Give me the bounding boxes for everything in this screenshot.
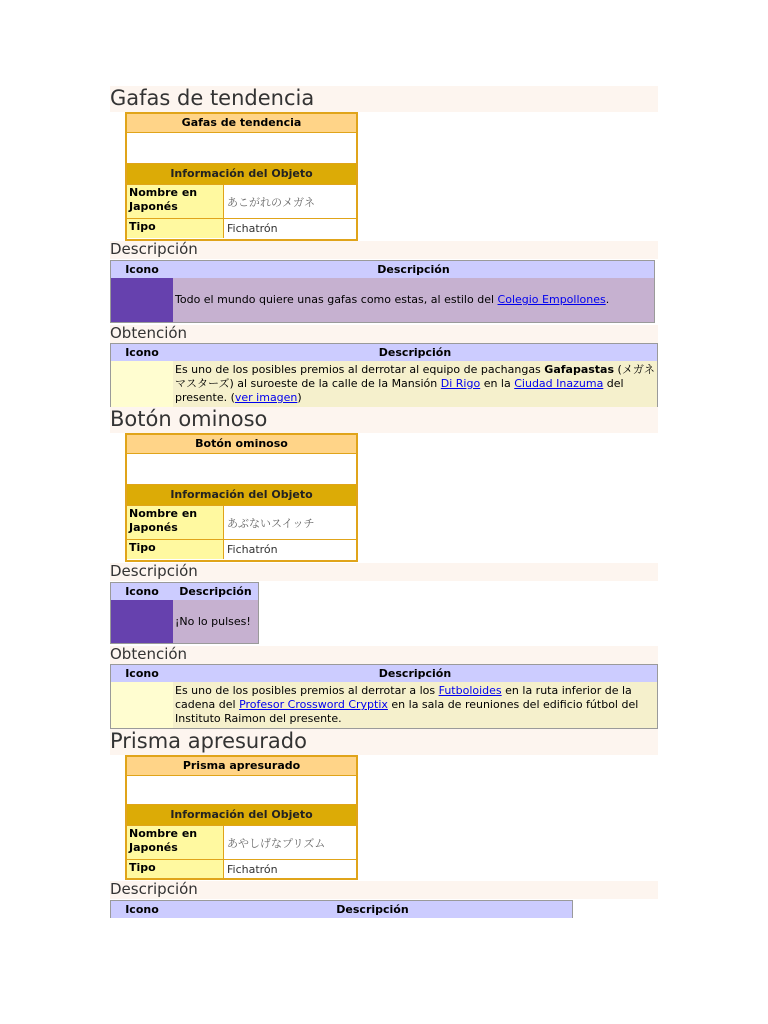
table-row <box>111 682 657 728</box>
item-infobox <box>125 112 358 241</box>
infobox-title: Prisma apresurado <box>127 757 356 776</box>
infobox-header: Información del Objeto <box>127 805 356 825</box>
section-heading: Obtención <box>110 646 658 664</box>
table-row <box>111 361 657 407</box>
infobox-image <box>127 133 356 164</box>
obtain-table <box>110 343 658 408</box>
link-futboloides[interactable]: Futboloides <box>438 684 502 697</box>
col-desc: Descripción <box>179 585 252 598</box>
table-header <box>111 344 657 361</box>
description-table <box>110 582 259 644</box>
item-title: Prisma apresurado <box>110 729 658 755</box>
infobox-title: Botón ominoso <box>127 435 356 454</box>
infobox-value: Fichatrón <box>227 862 278 876</box>
infobox-value: あこがれのメガネ <box>227 195 315 209</box>
description-table <box>110 900 573 918</box>
section-heading: Descripción <box>110 241 658 259</box>
infobox-label: Tipo <box>127 219 224 238</box>
link-colegio-empollones[interactable]: Colegio Empollones <box>497 293 606 306</box>
col-icon: Icono <box>125 263 159 276</box>
table-header <box>111 901 572 918</box>
col-desc: Descripción <box>377 263 450 276</box>
infobox-label: Nombre en Japonés <box>127 185 224 218</box>
col-icon: Icono <box>125 585 159 598</box>
section-heading: Obtención <box>110 325 658 343</box>
infobox-header: Información del Objeto <box>127 164 356 184</box>
infobox-image <box>127 776 356 805</box>
infobox-image <box>127 454 356 485</box>
item-icon <box>111 278 173 322</box>
description-text: Todo el mundo quiere unas gafas como estas, al estilo del Colegio Empollones. <box>175 293 610 306</box>
infobox-row-name <box>127 184 356 218</box>
col-desc: Descripción <box>378 346 452 359</box>
table-header <box>111 583 258 600</box>
infobox-row-type <box>127 539 356 559</box>
col-desc: Descripción <box>336 903 409 916</box>
section-heading: Descripción <box>110 563 658 581</box>
item-icon <box>111 600 173 643</box>
item-icon <box>111 682 173 728</box>
infobox-row-name <box>127 505 356 539</box>
obtain-text: Es uno de los posibles premios al derrotar a los Futboloides en la ruta inferior de la cadena del Profesor Crossword Cryptix en la sala de reuniones del edificio fútbol del Instituto Raimon del presente. <box>175 684 639 725</box>
infobox-label: Nombre en Japonés <box>127 826 224 859</box>
col-icon: Icono <box>125 903 159 916</box>
infobox-value: あぶないスイッチ <box>227 516 315 530</box>
link-ciudad-inazuma[interactable]: Ciudad Inazuma <box>514 377 604 390</box>
col-desc: Descripción <box>378 667 452 680</box>
col-icon: Icono <box>125 346 159 359</box>
item-title: Botón ominoso <box>110 407 658 433</box>
description-text: ¡No lo pulses! <box>175 614 251 628</box>
infobox-row-type <box>127 859 356 878</box>
link-ver-imagen[interactable]: ver imagen <box>234 391 298 404</box>
infobox-header: Información del Objeto <box>127 485 356 505</box>
table-row <box>111 600 258 643</box>
item-title: Gafas de tendencia <box>110 86 658 112</box>
item-infobox <box>125 755 358 880</box>
obtain-text: Es uno de los posibles premios al derrotar al equipo de pachangas Gafapastas (メガネマスターズ) al suroeste de la calle de la Mansión Di Rigo en la Ciudad Inazuma del presente. (ver imagen) <box>175 363 655 404</box>
infobox-title: Gafas de tendencia <box>127 114 356 133</box>
infobox-label: Tipo <box>127 540 224 559</box>
infobox-row-type <box>127 218 356 238</box>
table-header <box>111 261 654 278</box>
item-infobox <box>125 433 358 562</box>
col-icon: Icono <box>125 667 159 680</box>
item-icon <box>111 361 173 407</box>
link-profesor-crossword-cryptix[interactable]: Profesor Crossword Cryptix <box>239 698 388 711</box>
link-di-rigo[interactable]: Di Rigo <box>440 377 481 390</box>
infobox-value: あやしげなプリズム <box>227 836 326 850</box>
description-table <box>110 260 655 323</box>
infobox-label: Tipo <box>127 860 224 878</box>
table-header <box>111 665 657 682</box>
infobox-label: Nombre en Japonés <box>127 506 224 539</box>
section-heading: Descripción <box>110 881 658 899</box>
obtain-table <box>110 664 658 729</box>
infobox-row-name <box>127 825 356 859</box>
infobox-value: Fichatrón <box>227 543 278 556</box>
table-row <box>111 278 654 322</box>
infobox-value: Fichatrón <box>227 222 278 235</box>
